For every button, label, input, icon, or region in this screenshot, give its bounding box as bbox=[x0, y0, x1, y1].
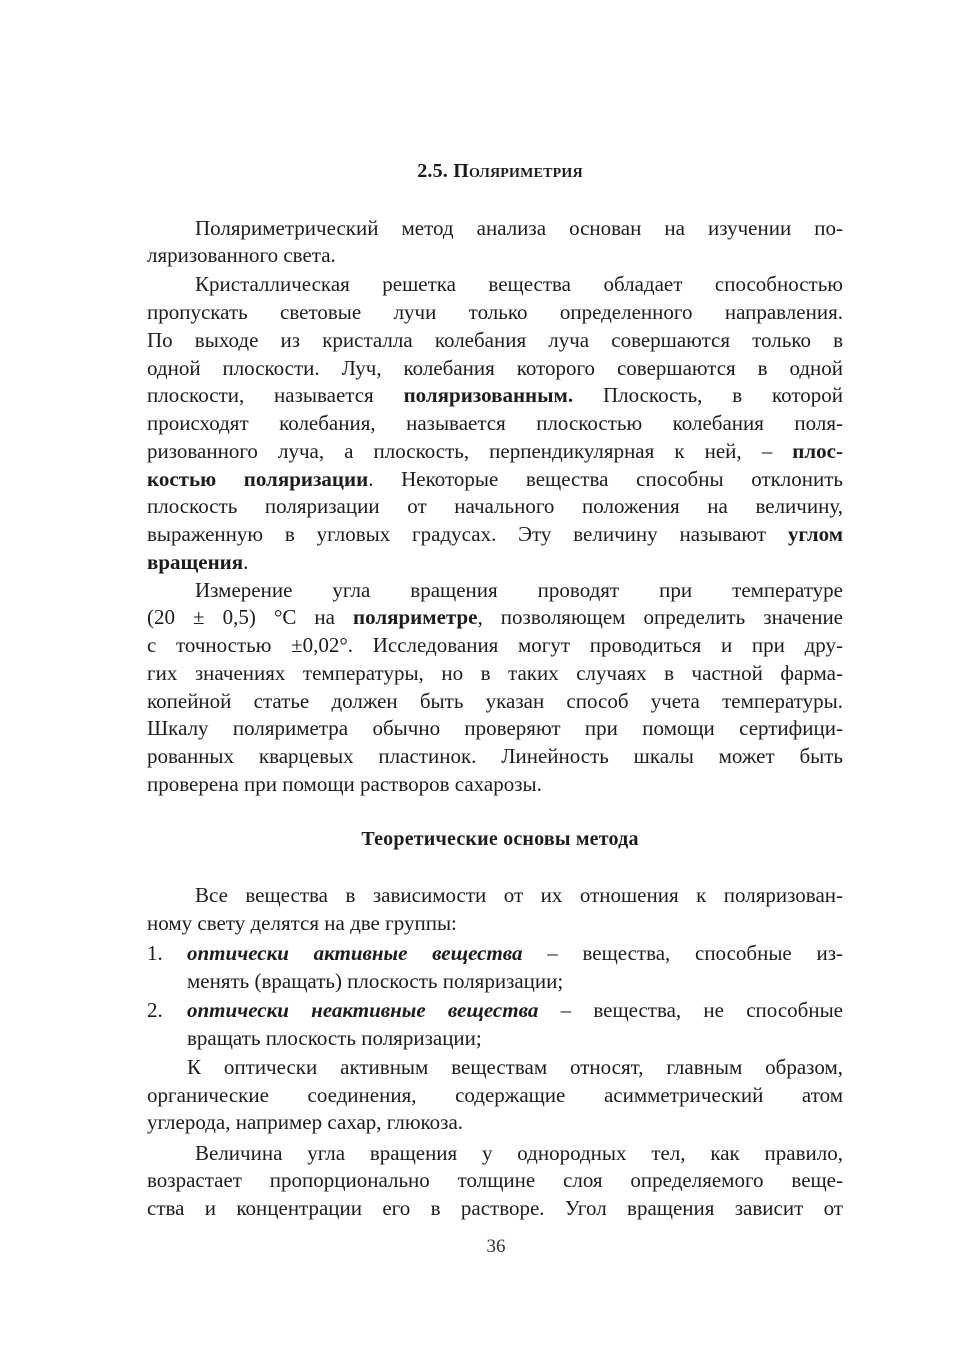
para4-line: Все вещества в зависимости от их отношения к поляризован- bbox=[195, 883, 843, 907]
text-run: . bbox=[243, 550, 249, 574]
term-polarimeter: поляриметре bbox=[353, 605, 478, 629]
term-optically-active: оптически активные вещества bbox=[187, 941, 523, 965]
list-item-line: менять (вращать) плоскость поляризации; bbox=[187, 969, 564, 993]
page-number: 36 bbox=[486, 1236, 506, 1257]
text-run: – вещества, способные из- bbox=[522, 941, 843, 965]
list-item-line bbox=[187, 939, 843, 967]
para3-line: копейной статье должен быть указан способ учета температуры. bbox=[147, 689, 843, 713]
para5-line: углерода, например сахар, глюкоза. bbox=[147, 1110, 464, 1134]
subheading: Теоретические основы метода bbox=[361, 828, 639, 850]
term-plane-of-polarization: костью поляризации bbox=[147, 467, 369, 491]
para4-line: ному свету делятся на две группы: bbox=[147, 911, 457, 935]
term-polarized: поляризованным. bbox=[403, 383, 574, 407]
para3-line: гих значениях температуры, но в таких случаях в частной фарма- bbox=[147, 661, 843, 685]
section-heading bbox=[0, 160, 962, 183]
term-angle-part: углом bbox=[787, 522, 843, 546]
para5-line: К оптически активным веществам относят, главным образом, bbox=[187, 1055, 843, 1079]
text-run: выраженную в угловых градусах. Эту величину называют bbox=[147, 522, 766, 546]
para2-line: пропускать световые лучи только определенного направления. bbox=[147, 300, 843, 324]
para3-line: рованных кварцевых пластинок. Линейность шкалы может быть bbox=[147, 744, 843, 768]
para2-line: Кристаллическая решетка вещества обладает способностью bbox=[195, 272, 843, 296]
text-run: , позволяющем определить значение bbox=[477, 605, 843, 629]
para2-line: происходят колебания, называется плоскостью колебания поля- bbox=[147, 411, 843, 435]
para6-line: Величина угла вращения у однородных тел, как правило, bbox=[195, 1141, 843, 1165]
list-number: 1. bbox=[147, 941, 163, 965]
para3-line: проверена при помощи растворов сахарозы. bbox=[147, 772, 542, 796]
para6-line: ства и концентрации его в растворе. Угол вращения зависит от bbox=[147, 1196, 843, 1220]
term-plane-part: плос- bbox=[792, 439, 843, 463]
list-number: 2. bbox=[147, 998, 163, 1022]
para1-line: ляризованного света. bbox=[147, 243, 336, 267]
section-number: 2.5. bbox=[417, 160, 449, 182]
term-optically-inactive: оптически неактивные вещества bbox=[187, 998, 539, 1022]
section-title: Поляриметрия bbox=[453, 160, 583, 182]
text-run: . Некоторые вещества способны отклонить bbox=[368, 467, 844, 491]
para2-line bbox=[147, 437, 843, 465]
para3-line: Измерение угла вращения проводят при температуре bbox=[195, 578, 843, 602]
para1-line: Поляриметрический метод анализа основан на изучении по- bbox=[195, 216, 843, 240]
para2-line bbox=[147, 465, 843, 493]
text-run: (20 ± 0,5) °С на bbox=[147, 605, 335, 629]
para3-line: Шкалу поляриметра обычно проверяют при помощи сертифици- bbox=[147, 716, 843, 740]
para3-line: с точностью ±0,02°. Исследования могут проводиться и при дру- bbox=[147, 633, 843, 657]
para6-line: возрастает пропорционально толщине слоя определяемого веще- bbox=[147, 1168, 843, 1192]
text-run: – вещества, не способные bbox=[538, 998, 843, 1022]
para2-line bbox=[147, 381, 843, 409]
text-run: Плоскость, в которой bbox=[602, 383, 844, 407]
list-item-line: вращать плоскость поляризации; bbox=[187, 1026, 482, 1050]
para2-line bbox=[147, 548, 248, 576]
list-item-line bbox=[187, 996, 843, 1024]
para2-line: плоскость поляризации от начального положения на величину, bbox=[147, 494, 843, 518]
para2-line: По выходе из кристалла колебания луча совершаются только в bbox=[147, 328, 843, 352]
para3-line bbox=[147, 603, 843, 631]
para2-line bbox=[147, 520, 843, 548]
para5-line: органические соединения, содержащие асимметрический атом bbox=[147, 1083, 843, 1107]
text-run: плоскости, называется bbox=[147, 383, 374, 407]
para2-line: одной плоскости. Луч, колебания которого совершаются в одной bbox=[147, 356, 843, 380]
term-rotation: вращения bbox=[147, 550, 244, 574]
text-run: ризованного луча, а плоскость, перпендикулярная к ней, – bbox=[147, 439, 773, 463]
